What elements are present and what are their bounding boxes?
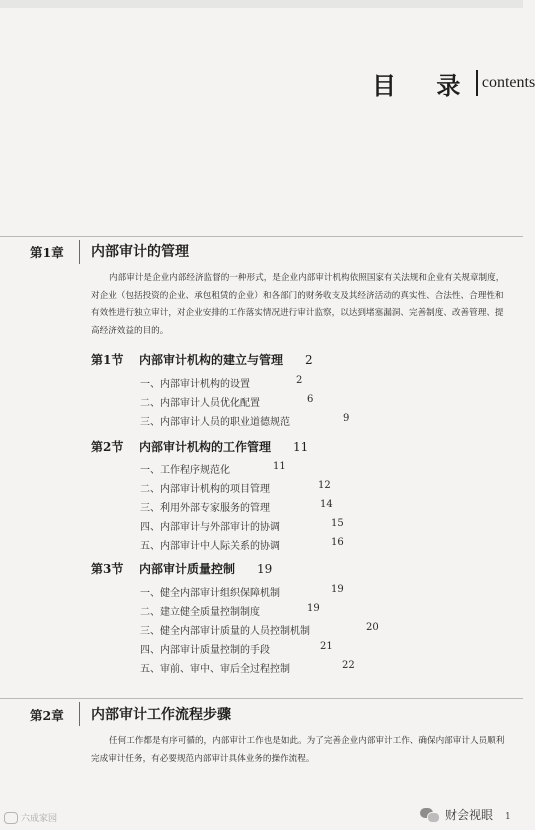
toc-item[interactable] bbox=[140, 480, 331, 495]
toc-item[interactable] bbox=[140, 537, 344, 552]
toc-item[interactable] bbox=[140, 499, 333, 514]
section-page: 11 bbox=[293, 440, 309, 454]
toc-item-text: 一、内部审计机构的设置 bbox=[140, 379, 250, 390]
toc-title-cn: 目 录 bbox=[372, 70, 477, 100]
toc-item[interactable] bbox=[140, 461, 286, 476]
chapter-1-intro: 内部审计是企业内部经济监督的一种形式，是企业内部审计机构依照国家有关法规和企业有关规章制度， 对企业（包括投资的企业、承包租赁的企业）和各部门的财务收支及其经济活动的真实性、合法性、合理性和有效性进行独立审计，对企业安排的工作落实情况进行审计监察，以达到堵塞漏洞、完善制度、改善管理、提高经济效益的目的。 bbox=[91, 273, 505, 336]
toc-item-page: 11 bbox=[273, 461, 286, 472]
toc-item-page: 15 bbox=[331, 518, 344, 529]
toc-item-text: 四、内部审计与外部审计的协调 bbox=[140, 522, 280, 533]
watermark-logo-icon bbox=[4, 812, 18, 824]
section-page: 2 bbox=[305, 353, 313, 367]
section-num: 第1节 bbox=[91, 353, 124, 367]
toc-item-page: 22 bbox=[342, 660, 355, 671]
toc-item[interactable] bbox=[140, 641, 333, 656]
toc-item[interactable] bbox=[140, 518, 344, 533]
toc-item[interactable] bbox=[140, 584, 344, 599]
toc-item-page: 21 bbox=[320, 641, 333, 652]
toc-item-text: 一、工作程序规范化 bbox=[140, 465, 230, 476]
toc-item-page: 9 bbox=[343, 413, 350, 424]
toc-item-page: 6 bbox=[307, 394, 314, 405]
toc-heading bbox=[372, 66, 535, 100]
toc-item-text: 二、建立健全质量控制制度 bbox=[140, 607, 260, 618]
chapter-rule bbox=[0, 236, 523, 237]
section-page: 19 bbox=[257, 562, 273, 576]
toc-item[interactable] bbox=[140, 413, 350, 428]
page-top-band bbox=[0, 0, 523, 8]
toc-item-text: 四、内部审计质量控制的手段 bbox=[140, 645, 270, 656]
chapter-2-intro: 任何工作都是有序可循的，内部审计工作也是如此。为了完善企业内部审计工作、确保内部审计人员顺利完成审计任务，有必要规范内部审计具体业务的操作流程。 bbox=[91, 736, 505, 764]
toc-title-en: contents bbox=[481, 74, 535, 91]
toc-item-text: 五、审前、审中、审后全过程控制 bbox=[140, 664, 290, 675]
toc-item-text: 一、健全内部审计组织保障机制 bbox=[140, 588, 280, 599]
section-1-1[interactable] bbox=[91, 351, 313, 368]
toc-item[interactable] bbox=[140, 375, 303, 390]
toc-item-text: 五、内部审计中人际关系的协调 bbox=[140, 541, 280, 552]
toc-item-page: 20 bbox=[366, 622, 379, 633]
toc-item[interactable] bbox=[140, 660, 355, 675]
toc-item-page: 14 bbox=[320, 499, 333, 510]
section-title: 内部审计机构的工作管理 bbox=[139, 440, 272, 454]
toc-item-page: 16 bbox=[331, 537, 344, 548]
toc-item[interactable] bbox=[140, 603, 320, 618]
toc-item-text: 二、内部审计机构的项目管理 bbox=[140, 484, 270, 495]
toc-item-page: 19 bbox=[307, 603, 320, 614]
toc-item[interactable] bbox=[140, 622, 379, 637]
footer-watermark bbox=[4, 811, 57, 824]
page-number: 1 bbox=[505, 812, 511, 822]
toc-item-text: 二、内部审计人员优化配置 bbox=[140, 398, 260, 409]
toc-item[interactable] bbox=[140, 394, 314, 409]
section-title: 内部审计质量控制 bbox=[139, 562, 236, 576]
chapter-rule bbox=[0, 698, 523, 699]
chapter-2-title[interactable]: 内部审计工作流程步骤 bbox=[91, 707, 231, 723]
watermark-text: 六成家园 bbox=[21, 814, 58, 824]
chapter-divider bbox=[79, 702, 80, 726]
chapter-1-label: 第1章 bbox=[30, 245, 64, 260]
section-num: 第3节 bbox=[91, 562, 124, 576]
title-divider bbox=[476, 70, 478, 96]
account-name: 财会视眼 bbox=[445, 808, 494, 822]
wechat-icon bbox=[420, 808, 440, 822]
toc-item-page: 19 bbox=[331, 584, 344, 595]
chapter-2-label: 第2章 bbox=[30, 708, 64, 723]
section-1-2[interactable] bbox=[91, 438, 308, 455]
section-1-3[interactable] bbox=[91, 560, 272, 577]
footer-account bbox=[420, 806, 493, 823]
section-num: 第2节 bbox=[91, 440, 124, 454]
chapter-1-title[interactable]: 内部审计的管理 bbox=[91, 244, 189, 260]
toc-item-page: 2 bbox=[296, 375, 303, 386]
toc-item-text: 三、利用外部专家服务的管理 bbox=[140, 503, 270, 514]
section-title: 内部审计机构的建立与管理 bbox=[139, 353, 284, 367]
toc-item-page: 12 bbox=[318, 480, 331, 491]
toc-item-text: 三、健全内部审计质量的人员控制机制 bbox=[140, 626, 310, 637]
toc-item-text: 三、内部审计人员的职业道德规范 bbox=[140, 417, 290, 428]
chapter-divider bbox=[79, 240, 80, 264]
